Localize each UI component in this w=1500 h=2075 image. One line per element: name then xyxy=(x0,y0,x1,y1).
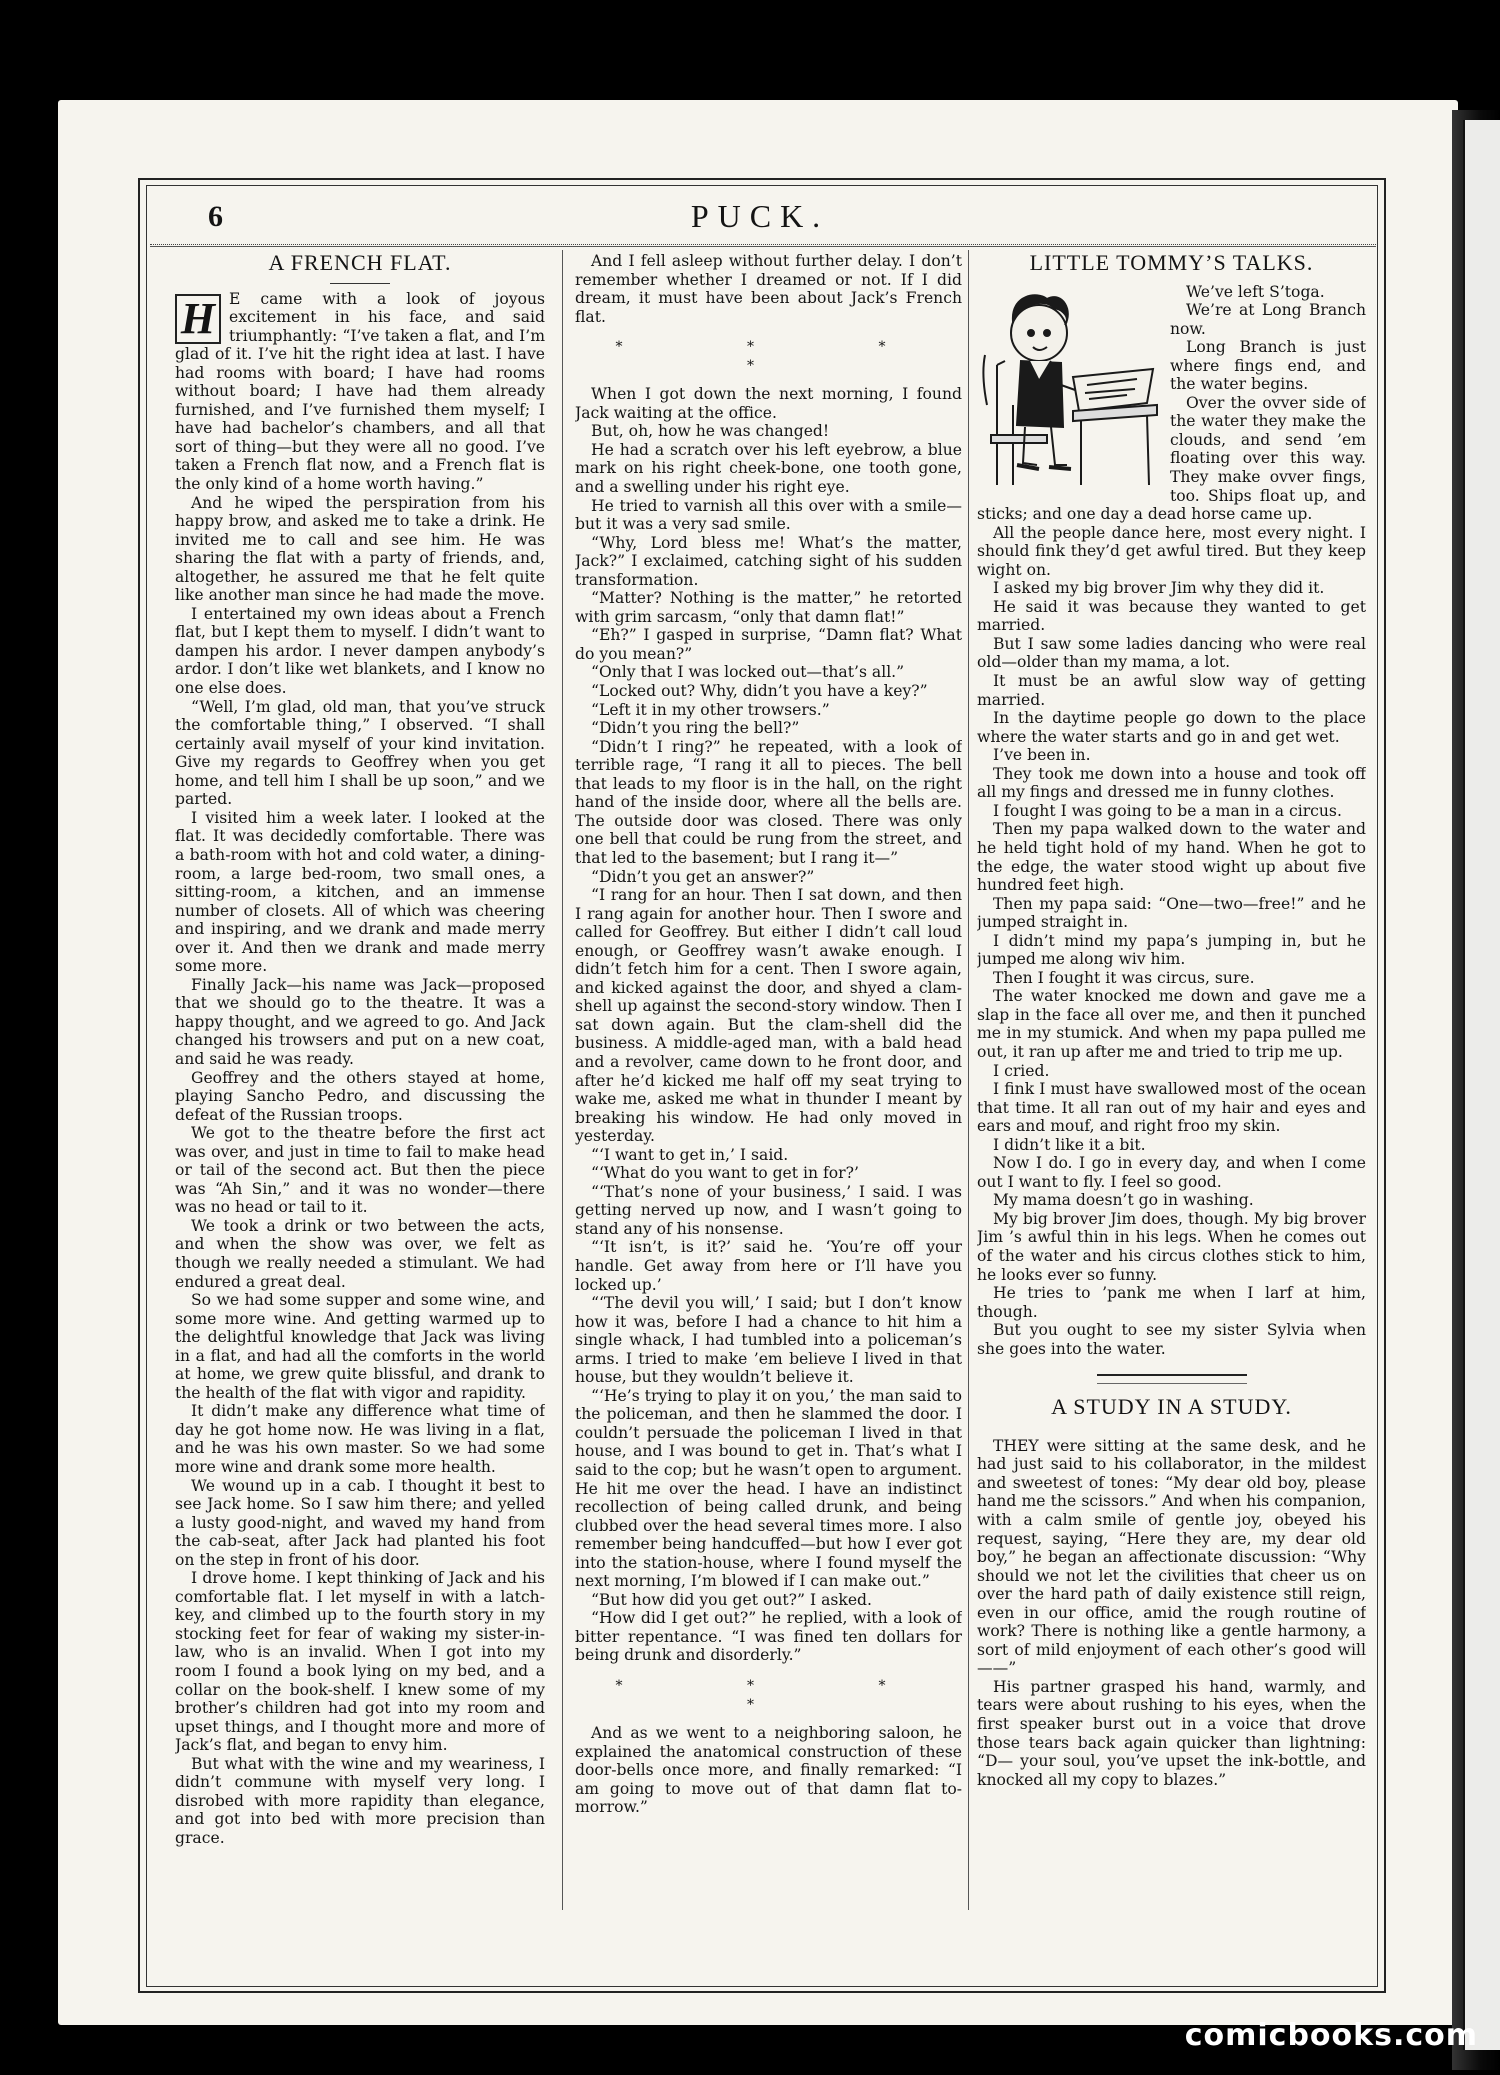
paragraph: “Why, Lord bless me! What’s the matter, Jack?” I exclaimed, catching sight of his sudden transformation. xyxy=(575,533,962,589)
article-body-french-flat xyxy=(175,290,545,1848)
paragraph: We’ve left S’toga. xyxy=(1186,282,1325,301)
article-title-study: A STUDY IN A STUDY. xyxy=(1051,1394,1292,1420)
paragraph: “Well, I’m glad, old man, that you’ve struck the comfortable thing,” I observed. “I shall certainly avail myself of your kind invitation. Give my regards to Geoffrey when you get home, and tell him I shall be up soon,” and we parted. xyxy=(175,697,545,809)
paragraph: “Eh?” I gasped in surprise, “Damn flat? What do you mean?” xyxy=(575,626,962,663)
paragraph: And I fell asleep without further delay. I don’t remember whether I dreamed or not. If I did dream, it must have been about Jack’s French flat. xyxy=(575,252,962,326)
paragraph: I didn’t like it a bit. xyxy=(993,1135,1146,1154)
paragraph: But, oh, how he was changed! xyxy=(591,422,830,441)
paragraph: It must be an awful slow way of getting married. xyxy=(977,672,1366,709)
paragraph: Long Branch is just where fings end, and the water begins. xyxy=(1170,338,1366,394)
paragraph: And he wiped the perspiration from his happy brow, and asked me to take a drink. He invited me to call and see him. He was sharing the flat with a party of friends, and, altogether, he assured me that he felt quite like another man since he had made the move. xyxy=(175,493,545,605)
paragraph: We wound up in a cab. I thought it best to see Jack home. So I saw him there; and yelled a lusty good-night, and waved my hand from the cab-seat, after Jack had planted his foot on the step in front of his door. xyxy=(175,1476,545,1569)
paragraph: I fought I was going to be a man in a circus. xyxy=(993,801,1342,820)
section-ornament xyxy=(1097,1374,1247,1384)
paragraph: “‘What do you want to get in for?’ xyxy=(591,1164,859,1183)
paragraph: He said it was because they wanted to get married. xyxy=(977,597,1366,635)
paragraph: Finally Jack—his name was Jack—proposed that we should go to the theatre. It was a happy thought, and we agreed to go. And Jack changed his trowsers and put on a new coat, and said he was ready. xyxy=(175,975,545,1068)
paragraph: When I got down the next morning, I found Jack waiting at the office. xyxy=(575,385,962,422)
masthead-title: PUCK. xyxy=(690,198,830,234)
paragraph: But you ought to see my sister Sylvia when she goes into the water. xyxy=(977,1321,1366,1358)
paragraph: THEY were sitting at the same desk, and he had just said to his collaborator, in the mildest and sweetest of tones: “My dear old boy, please hand me the scissors.” And when his companion, with a calm smile of gentle joy, obeyed his request, saying, “Here they are, my dear old boy,” he began an affectionate discussion: “Why should we not let the civilities that cheer us on over the hard path of daily existence still reign, even in our office, amid the rough routine of work? There is nothing like a gentle harmony, a sort of mild enjoyment of each other’s good will ——” xyxy=(977,1436,1366,1678)
paragraph: “‘That’s none of your business,’ I said. I was getting nerved up now, and I wasn’t going to stand any of his nonsense. xyxy=(575,1182,962,1238)
paragraph: I entertained my own ideas about a French flat, but I kept them to myself. I didn’t want to dampen his ardor. I never dampen anybody’s ardor. I don’t like wet blankets, and I know no one else does. xyxy=(175,604,545,698)
paragraph: I visited him a week later. I looked at the flat. It was decidedly comfortable. There was a bath-room with hot and cold water, a dining-room, a large bed-room, two small ones, a sitting-room, a kitchen, and an immense number of closets. All of which was cheering and inspiring, and we drank and made merry over it. And then we drank and made merry some more. xyxy=(175,808,545,976)
paragraph: It didn’t make any difference what time of day he got home now. He was living in a flat, and he was his own master. So we had some more wine and drank some more health. xyxy=(175,1402,545,1476)
column-rule-1 xyxy=(562,250,563,1910)
paragraph: Geoffrey and the others stayed at home, playing Sancho Pedro, and discussing the defeat of the Russian troops. xyxy=(175,1068,545,1124)
paragraph: “Didn’t you get an answer?” xyxy=(591,867,815,886)
paragraph: Then my papa said: “One—two—free!” and he jumped straight in. xyxy=(977,894,1366,932)
paragraph: I’ve been in. xyxy=(993,746,1091,765)
facing-page-edge xyxy=(1463,120,1500,2050)
paragraph: We took a drink or two between the acts, and when the show was over, we felt as though we really needed a stimulant. We had endured a great deal. xyxy=(175,1216,545,1291)
paragraph: So we had some supper and some wine, and some more wine. And getting warmed up to the delightful knowledge that Jack was living in a flat, and had all the comforts in the world at home, we grew quite blissful, and drank to the health of the flat with vigor and rapidity. xyxy=(175,1291,545,1402)
paragraph: E came with a look of joyous excitement in his face, and said triumphantly: “I’ve taken a flat, and I’m glad of it. I’ve hit the right idea at last. I have had rooms with board; I have had rooms without board; I have had them already furnished, and I’ve furnished them myself; I have had bachelor’s chambers, and all that sort of thing—but they were all no good. I’ve taken a French flat now, and a French flat is the only kind of a home worth having.” xyxy=(175,289,545,494)
column-french-flat xyxy=(175,252,545,1952)
paragraph: I didn’t mind my papa’s jumping in, but he jumped me along wiv him. xyxy=(977,931,1366,969)
paragraph: My mama doesn’t go in washing. xyxy=(993,1191,1254,1210)
paragraph: “I rang for an hour. Then I sat down, and then I rang again for another hour. Then I swore and called for Geoffrey. But either I didn’t call loud enough, or Geoffrey wasn’t awake enough. I didn’t fetch him for a cent. Then I swore again, and kicked against the door, and shyed a clam-shell up against the second-story window. Then I sat down again. But the clam-shell did the business. A middle-aged man, with a bald head and a revolver, came down to he front door, and after he’d kicked me half off my seat trying to wake me, asked me what in thunder I meant by breaking his window. He had only moved in yesterday. xyxy=(575,886,962,1146)
paragraph: My big brover Jim does, though. My big brover Jim ’s awful thin in his legs. When he comes out of the water and his circus clothes stick to him, he looks ever so funny. xyxy=(977,1209,1366,1284)
paragraph: They took me down into a house and took off all my fings and dressed me in funny clothes. xyxy=(977,764,1366,802)
paragraph: I fink I must have swallowed most of the ocean that time. It all ran out of my hair and eyes and ears and mouf, and right froo my skin. xyxy=(977,1080,1366,1136)
paragraph: But I saw some ladies dancing who were real old—older than my mama, a lot. xyxy=(977,634,1366,672)
paragraph: He tried to varnish all this over with a smile—but it was a very sad smile. xyxy=(575,496,962,534)
article-title-french-flat: A FRENCH FLAT. xyxy=(268,252,452,275)
paragraph: He tries to ’pank me when I larf at him, though. xyxy=(977,1284,1366,1321)
paragraph: All the people dance here, most every night. I should fink they’d get awful tired. But they keep wight on. xyxy=(977,523,1366,579)
paragraph: We’re at Long Branch now. xyxy=(1170,301,1366,338)
paragraph: The water knocked me down and gave me a slap in the face all over me, and then it punched me in my stumick. And when my papa pulled me out, it ran up after me and tried to trip me up. xyxy=(977,987,1366,1061)
paragraph: I drove home. I kept thinking of Jack and his comfortable flat. I let myself in with a latch-key, and climbed up to the fourth story in my stocking feet for fear of waking my sister-in-law, who is an invalid. When I got into my room I found a book lying on my bed, and a collar on the book-shelf. I knew some of my brother’s children had got into my room and upset things, and I thought more and more of Jack’s flat, and began to envy him. xyxy=(175,1569,545,1755)
paragraph: “But how did you get out?” I asked. xyxy=(591,1590,872,1609)
paragraph: “Matter? Nothing is the matter,” he retorted with grim sarcasm, “only that damn flat!” xyxy=(575,589,962,626)
paragraph: “How did I get out?” he replied, with a look of bitter repentance. “I was fined ten dollars for being drunk and disorderly.” xyxy=(575,1609,962,1665)
paragraph: “Only that I was locked out—that’s all.” xyxy=(591,663,905,682)
paragraph: “Didn’t you ring the bell?” xyxy=(591,719,800,738)
section-stars: * * * * xyxy=(615,339,946,374)
drop-cap: H xyxy=(175,294,221,344)
paragraph: He had a scratch over his left eyebrow, a blue mark on his right cheek-bone, one tooth gone, and a swelling under his right eye. xyxy=(575,440,962,497)
header-rule xyxy=(150,244,1376,247)
site-watermark: comicbooks.com xyxy=(1184,2018,1478,2053)
paragraph: In the daytime people go down to the place where the water starts and go in and get wet. xyxy=(977,709,1366,746)
paragraph: We got to the theatre before the first act was over, and just in time to fail to make head or tail of the second act. But then the piece was “Ah Sin,” and it was no wonder—there was no head or tail to it. xyxy=(175,1124,545,1217)
paragraph: “‘The devil you will,’ I said; but I don’t know how it was, before I had a chance to hit him a single whack, I had tumbled into a policeman’s arms. I tried to make ’em believe I lived in that house, but they wouldn’t believe it. xyxy=(575,1294,962,1387)
column-rule-2 xyxy=(968,250,969,1910)
paragraph: His partner grasped his hand, warmly, and tears were about rushing to his eyes, when the first speaker burst out in a voice that drove those tears back again quicker than lightning: “D— your soul, you’ve upset the ink-bottle, and knocked all my copy to blazes.” xyxy=(977,1677,1366,1789)
paragraph: Then I fought it was circus, sure. xyxy=(993,968,1255,987)
paragraph: Now I do. I go in every day, and when I come out I want to fly. I feel so good. xyxy=(977,1154,1366,1191)
boy-at-desk-illustration xyxy=(977,285,1162,493)
paragraph: But what with the wine and my weariness, I didn’t commune with myself very long. I disrobed with more rapidity than elegance, and got into bed with more precision than grace. xyxy=(175,1754,545,1847)
title-rule xyxy=(330,283,390,284)
article-title-little-tommy: LITTLE TOMMY’S TALKS. xyxy=(1029,252,1314,275)
paragraph: “‘I want to get in,’ I said. xyxy=(591,1145,789,1164)
paragraph: Over the ovver side of the water they make the clouds, and send ’em floating over this way. They make ovver fings, too. Ships float up, and sticks; and one day a dead horse came up. xyxy=(977,393,1366,524)
section-stars: * * * * xyxy=(615,1678,946,1713)
paragraph: “Didn’t I ring?” he repeated, with a look of terrible rage, “I rang it all to pieces. The bell that leads to my floor is in the hall, on the right hand of the inside door, where all the bells are. The outside door was closed. There was only one bell that could be rung from the street, and that led to the basement; but I rang it—” xyxy=(575,737,962,867)
paragraph: “Left it in my other trowsers.” xyxy=(591,700,830,719)
column-french-flat-continued xyxy=(575,252,962,1952)
paragraph: “Locked out? Why, didn’t you have a key?” xyxy=(591,682,928,701)
page-number: 6 xyxy=(208,200,223,233)
paragraph: I asked my big brover Jim why they did it. xyxy=(993,579,1325,598)
paragraph: “‘It isn’t, is it?’ said he. ‘You’re off your handle. Get away from here or I’ll have you locked up.’ xyxy=(575,1238,962,1294)
paragraph: Then my papa walked down to the water and he held tight hold of my hand. When he got to the edge, the water stood wight up about five hundred feet high. xyxy=(977,820,1366,895)
paragraph: I cried. xyxy=(993,1061,1050,1080)
column-little-tommy xyxy=(977,252,1366,1952)
paragraph: And as we went to a neighboring saloon, he explained the anatomical construction of these door-bells once more, and finally remarked: “I am going to move out of that damn flat to-morrow.” xyxy=(575,1724,962,1817)
paragraph: “‘He’s trying to play it on you,’ the man said to the policeman, and then he slammed the door. I couldn’t persuade the policeman I lived in that house, and I was bound to get in. That’s what I said to the cop; but he wasn’t open to argument. He hit me over the head. I have an indistinct recollection of being called drunk, and being clubbed over the head several times more. I also remember being handcuffed—but how I ever got into the station-house, where I found myself the next morning, I’m blowed if I can make out.” xyxy=(575,1386,962,1591)
